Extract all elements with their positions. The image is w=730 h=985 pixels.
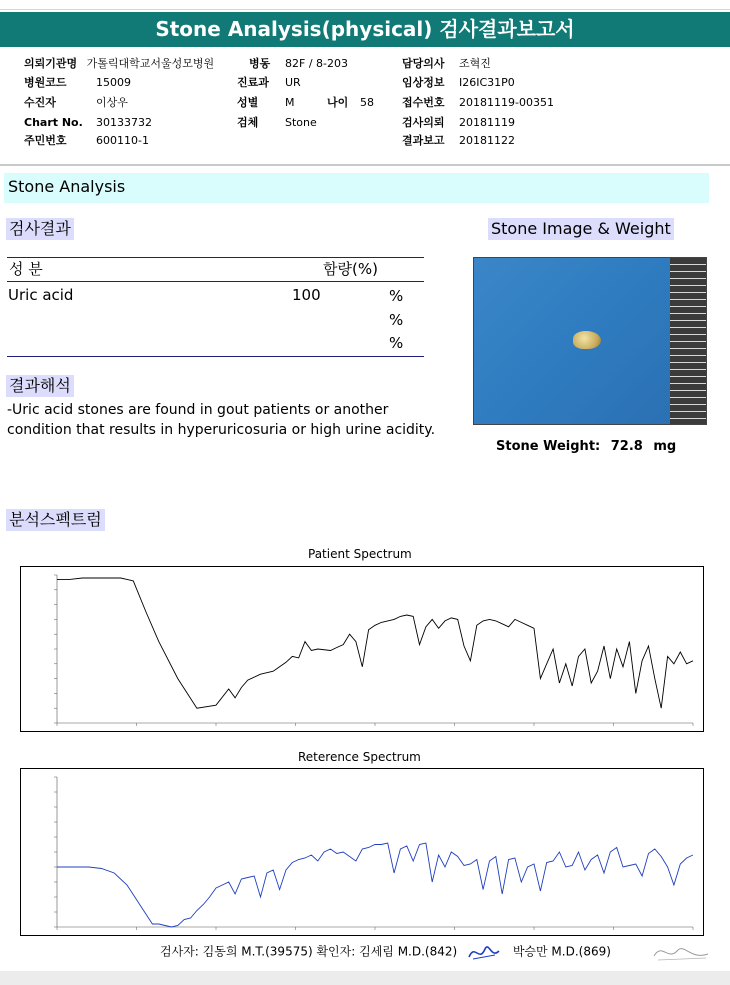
info-label: 병원코드 bbox=[24, 76, 67, 89]
stone-specimen bbox=[573, 331, 601, 349]
info-label: 결과보고 bbox=[402, 134, 445, 147]
patient-spectrum-title: Patient Spectrum bbox=[308, 547, 412, 561]
patient-spectrum-trace bbox=[57, 578, 693, 708]
info-value: 15009 bbox=[96, 76, 131, 89]
ward-value: 82F / 8-203 bbox=[285, 57, 348, 70]
footer-text-2: 박승만 M.D.(869) bbox=[512, 944, 611, 959]
signature-park-icon bbox=[648, 938, 716, 966]
table-bottom-line bbox=[7, 356, 424, 357]
sex-value: M bbox=[285, 96, 295, 109]
info-label: 의뢰기관명 bbox=[24, 57, 78, 70]
result-component: Uric acid bbox=[8, 286, 74, 304]
window-top-strip bbox=[0, 0, 730, 10]
info-col1-row5 bbox=[24, 134, 67, 147]
info-value: I26IC31P0 bbox=[459, 76, 515, 89]
dept-label: 진료과 bbox=[237, 76, 269, 89]
specimen-value: Stone bbox=[285, 116, 317, 129]
sex-label: 성별 bbox=[237, 96, 259, 109]
stone-weight bbox=[496, 439, 676, 454]
info-label: 주민번호 bbox=[24, 134, 67, 147]
info-col1-row3 bbox=[24, 96, 56, 109]
info-col1-row2 bbox=[24, 76, 67, 89]
age-value: 58 bbox=[360, 96, 374, 109]
stone-weight-value: 72.8 bbox=[610, 439, 643, 454]
page-bottom-bar bbox=[0, 971, 730, 985]
info-label: 수진자 bbox=[24, 96, 56, 109]
info-label: Chart No. bbox=[24, 116, 83, 129]
info-value: 20181122 bbox=[459, 134, 515, 147]
report-title: Stone Analysis(physical) 검사결과보고서 bbox=[0, 12, 730, 47]
patient-spectrum-svg bbox=[21, 567, 703, 731]
info-label: 담당의사 bbox=[402, 57, 445, 70]
ruler-scale bbox=[670, 258, 706, 424]
stone-weight-label: Stone Weight: bbox=[496, 439, 601, 454]
reference-spectrum-svg bbox=[21, 769, 703, 935]
result-unit: % bbox=[389, 287, 404, 305]
info-value: 20181119 bbox=[459, 116, 515, 129]
col-component-header: 성 분 bbox=[9, 260, 43, 278]
info-value: 이상우 bbox=[96, 96, 128, 109]
spectrum-section-title: 분석스펙트럼 bbox=[6, 509, 105, 531]
info-value: 600110-1 bbox=[96, 134, 149, 147]
stone-photo bbox=[473, 257, 707, 425]
footer-text: 검사자: 김동희 M.T.(39575) 확인자: 김세림 M.D.(842) bbox=[160, 944, 458, 959]
ward-label: 병동 bbox=[249, 57, 271, 70]
table-top-line bbox=[7, 257, 424, 258]
info-label: 임상정보 bbox=[402, 76, 445, 89]
info-value: 20181119-00351 bbox=[459, 96, 554, 109]
reference-spectrum-title: Reterence Spectrum bbox=[298, 750, 421, 764]
interpretation-title: 결과해석 bbox=[6, 375, 74, 397]
info-col1-row4 bbox=[24, 116, 83, 129]
image-section-title: Stone Image & Weight bbox=[488, 218, 674, 240]
results-title: 검사결과 bbox=[6, 218, 74, 240]
info-value: 30133732 bbox=[96, 116, 152, 129]
info-label: 검사의뢰 bbox=[402, 116, 445, 129]
header-divider bbox=[0, 164, 730, 166]
patient-spectrum-chart bbox=[20, 566, 704, 732]
dept-value: UR bbox=[285, 76, 301, 89]
result-unit: % bbox=[389, 334, 404, 352]
reference-spectrum-trace bbox=[57, 843, 693, 927]
footer-signatures bbox=[160, 941, 611, 963]
table-header-line bbox=[7, 281, 424, 282]
section-stone-analysis: Stone Analysis bbox=[4, 173, 709, 203]
interpretation-text: -Uric acid stones are found in gout patients or another condition that results in hyperuricosuria or high urine acidity. bbox=[7, 402, 436, 438]
info-value: 가톨릭대학교서울성모병원 bbox=[86, 57, 215, 70]
age-label: 나이 bbox=[327, 96, 349, 109]
signature-kim-icon bbox=[465, 941, 505, 963]
info-value: 조혁진 bbox=[459, 57, 491, 70]
stone-weight-unit: mg bbox=[653, 439, 677, 454]
specimen-label: 검체 bbox=[237, 116, 259, 129]
info-label: 접수번호 bbox=[402, 96, 445, 109]
result-value: 100 bbox=[292, 286, 321, 304]
reference-spectrum-chart bbox=[20, 768, 704, 936]
result-unit: % bbox=[389, 311, 404, 329]
col-content-header: 함량(%) bbox=[323, 260, 378, 278]
info-col1-row1 bbox=[24, 57, 214, 70]
